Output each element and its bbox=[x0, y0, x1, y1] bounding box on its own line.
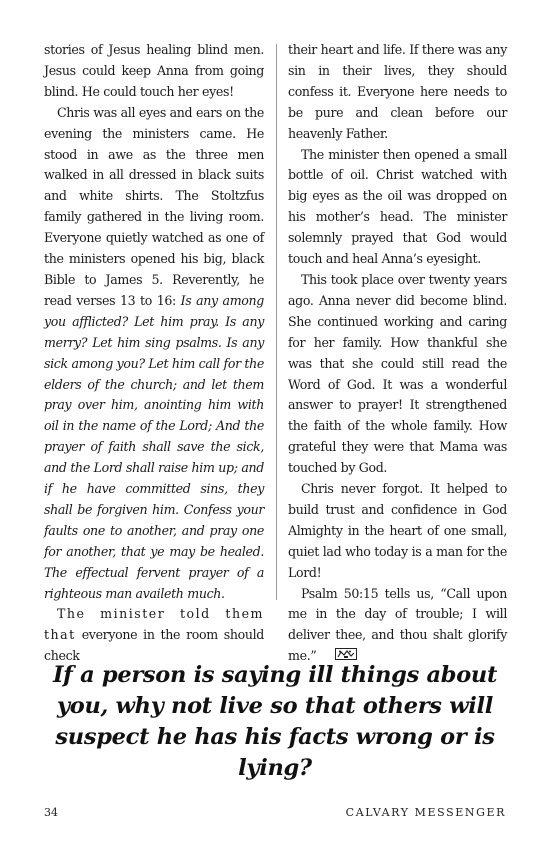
left-paragraph-3-spaced: The minister told them that bbox=[44, 606, 264, 643]
left-paragraph-2 bbox=[44, 103, 264, 605]
scripture-quote: Is any among you afflicted? Let him pray. Is any merry? Let him sing psalms. Is any sick among you? Let him call for the elders of the church; and let them pray over him, anointing him with oil in the name of the Lord; And the prayer of faith shall save the sick, and the Lord shall raise him up; and if he have committed sins, they shall be forgiven him. Confess your faults one to another, and pray one for another, that ye may be healed. The effectual fervent prayer of a righteous man availeth much. bbox=[44, 292, 264, 601]
left-paragraph-2-text: Chris was all eyes and ears on the evening the ministers came. He stood in awe as the three men walked in all dressed in black suits and white shirts. The Stoltzfus family gathered in the living room. Everyone quietly watched as one of the ministers opened his big, black Bible to James 5. Reverently, he read verses 13 to 16: bbox=[44, 104, 264, 308]
right-paragraph-1: their heart and life. If there was any sin in their lives, they should confess it. Everyone here needs to be pure and clean before our heavenly Father. bbox=[288, 42, 507, 141]
left-paragraph-3-text: everyone in the room should check bbox=[44, 627, 264, 664]
right-paragraph-5 bbox=[288, 584, 507, 668]
right-paragraph-3: This took place over twenty years ago. Anna never did become blind. She continued working and caring for her family. How thankful she was that she could still read the Word of God. It was a wonderful answer to prayer! It strengthened the faith of the whole family. How grateful they were that Mama was touched by God. bbox=[288, 271, 507, 476]
psalm-text: Psalm 50:15 tells us, “Call upon me in the day of trouble; I will deliver thee, and thou shalt glorify me.” bbox=[288, 585, 507, 664]
magazine-name: CALVARY MESSENGER bbox=[345, 806, 506, 819]
right-column bbox=[288, 40, 507, 667]
right-paragraph-4: Chris never forgot. It helped to build trust and confidence in God Almighty in the heart of one small, quiet lad who today is a man for the Lord! bbox=[288, 481, 507, 580]
left-column bbox=[44, 40, 264, 667]
column-divider bbox=[276, 44, 277, 600]
left-paragraph-3 bbox=[44, 604, 264, 667]
right-paragraph-2: The minister then opened a small bottle of oil. Christ watched with big eyes as the oil was dropped on his mother’s head. The minister solemnly prayed that God would touch and heal Anna’s eyesight. bbox=[288, 146, 507, 267]
page-number: 34 bbox=[44, 806, 58, 819]
left-paragraph-1: stories of Jesus healing blind men. Jesus could keep Anna from going blind. He could touch her eyes! bbox=[44, 42, 264, 99]
pull-quote: If a person is saying ill things about you, why not live so that others will suspect he has his facts wrong or is lying? bbox=[52, 662, 498, 781]
